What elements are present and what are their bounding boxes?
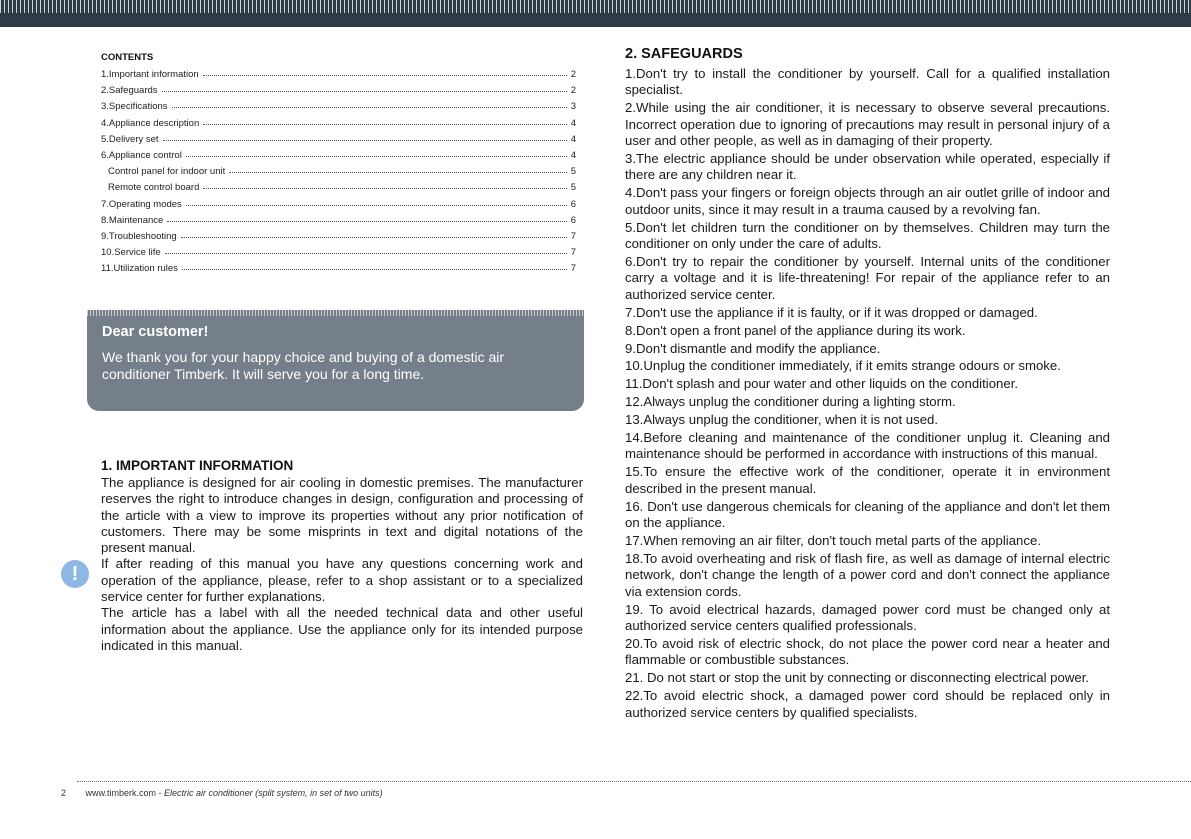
safeguard-item: 12.Always unplug the conditioner during a lighting storm. <box>625 394 956 410</box>
toc-item[interactable] <box>101 83 576 99</box>
toc-leader-dots <box>186 196 567 206</box>
toc-list <box>101 67 576 277</box>
toc-item[interactable] <box>101 99 576 115</box>
safeguard-item: 15.To ensure the effective work of the conditioner, operate it in environment described in the present manual. <box>625 464 1110 496</box>
safeguard-item: 5.Don't let children turn the conditioner on by themselves. Children may turn the conditioner on only under the care of adults. <box>625 219 1110 252</box>
safeguard-item: 8.Don't open a front panel of the appliance during its work. <box>625 322 966 338</box>
toc-item-label: 11.Utilization rules <box>101 263 178 275</box>
toc-item[interactable] <box>101 245 576 261</box>
footer-divider <box>77 781 1191 782</box>
toc-leader-dots <box>163 131 567 141</box>
safeguard-item: 21. Do not start or stop the unit by connecting or disconnecting electrical power. <box>625 670 1090 686</box>
safeguard-item: 9.Don't dismantle and modify the appliance. <box>625 340 881 356</box>
safeguard-item: 14.Before cleaning and maintenance of the conditioner unplug it. Cleaning and maintenance should be performed in accordance with instructions of this manual. <box>625 430 1110 462</box>
safeguard-item: 1.Don't try to install the conditioner by yourself. Call for a qualified installation specialist. <box>625 66 1110 98</box>
safeguard-item: 20.To avoid risk of electric shock, do not place the power cord near a heater and flammable or combustible substances. <box>625 635 1110 668</box>
toc-item-label: Remote control board <box>108 182 200 194</box>
toc-item[interactable] <box>101 67 576 83</box>
table-of-contents <box>101 52 576 277</box>
safeguard-item: 4.Don't pass your fingers or foreign objects through an air outlet grille of indoor and outdoor units, since it may result in a trauma caused by a revolving fan. <box>625 185 1110 217</box>
toc-item[interactable] <box>101 148 576 164</box>
toc-item[interactable] <box>101 197 576 213</box>
toc-item-page: 7 <box>570 247 576 259</box>
toc-leader-dots <box>165 244 567 254</box>
safeguards-section <box>625 46 1110 722</box>
important-paragraph: The article has a label with all the needed technical data and other useful information about the appliance. Use the appliance only for its intended purpose indicated in this manual. <box>101 605 583 653</box>
safeguard-item: 22.To avoid electric shock, a damaged power cord should be replaced only in authorized service centers by qualified specialists. <box>625 688 1110 720</box>
toc-item-label: 4.Appliance description <box>101 117 200 129</box>
toc-leader-dots <box>203 66 567 76</box>
toc-item-page: 5 <box>570 182 576 194</box>
top-banner <box>0 0 1191 27</box>
toc-item[interactable] <box>101 164 576 180</box>
toc-leader-dots <box>181 228 567 238</box>
toc-item-page: 4 <box>570 149 576 161</box>
toc-leader-dots <box>203 179 566 189</box>
banner-edge <box>0 13 1191 27</box>
important-information-title: 1. IMPORTANT INFORMATION <box>101 458 294 473</box>
toc-leader-dots <box>167 212 566 222</box>
toc-leader-dots <box>182 260 567 270</box>
toc-item-label: 2.Safeguards <box>101 85 158 97</box>
toc-item[interactable] <box>101 180 576 196</box>
safeguard-item: 13.Always unplug the conditioner, when it is not used. <box>625 412 939 428</box>
toc-item-page: 4 <box>570 133 576 145</box>
footer-site-link[interactable]: www.timberk.com <box>85 788 157 798</box>
safeguard-item: 7.Don't use the appliance if it is faulty, or if it was dropped or damaged. <box>625 304 1038 320</box>
toc-leader-dots <box>162 82 567 92</box>
toc-item-page: 6 <box>570 214 576 226</box>
toc-item-label: Control panel for indoor unit <box>108 166 226 178</box>
dear-customer-text: We thank you for your happy choice and buying of a domestic air conditioner Timberk. It will serve you for a long time. <box>102 349 505 382</box>
toc-item[interactable] <box>101 116 576 132</box>
toc-item-page: 2 <box>570 85 576 97</box>
toc-leader-dots <box>229 163 566 173</box>
toc-item[interactable] <box>101 213 576 229</box>
page-footer <box>61 788 383 798</box>
toc-item-label: 6.Appliance control <box>101 149 182 161</box>
safeguard-item: 18.To avoid overheating and risk of flash fire, as well as damage of internal electric network, don't change the length of a power cord and don't connect the appliance via extension cords. <box>625 550 1110 599</box>
safeguard-item: 10.Unplug the conditioner immediately, if it emits strange odours or smoke. <box>625 358 1061 374</box>
dear-customer-box <box>87 310 584 411</box>
toc-item-page: 2 <box>570 69 576 80</box>
important-paragraph: If after reading of this manual you have any questions concerning work and operation of the appliance, please, refer to a shop assistant or to a specialized service center for further explanations. <box>101 556 583 605</box>
toc-item-label: 10.Service life <box>101 247 161 259</box>
toc-leader-dots <box>186 147 567 157</box>
toc-leader-dots <box>203 115 566 125</box>
safeguard-item: 11.Don't splash and pour water and other liquids on the conditioner. <box>625 376 1019 392</box>
toc-item-page: 7 <box>570 230 576 242</box>
safeguard-item: 19. To avoid electrical hazards, damaged power cord must be changed only at authorized service centers qualified professionals. <box>625 601 1110 633</box>
important-paragraph: The appliance is designed for air cooling in domestic premises. The manufacturer reserves the right to introduce changes in design, configuration and processing of the article with a view to improve its properties without any prior notification of customers. There may be some misprints in text and digital notations of the present manual. <box>101 475 583 556</box>
toc-item-page: 7 <box>570 263 576 275</box>
toc-leader-dots <box>172 98 567 108</box>
contents-title: CONTENTS <box>101 52 154 63</box>
safeguard-item: 17.When removing an air filter, don't touch metal parts of the appliance. <box>625 532 1041 548</box>
toc-item-label: 1.Important information <box>101 69 199 80</box>
toc-item[interactable] <box>101 261 576 277</box>
toc-item-label: 3.Specifications <box>101 101 168 113</box>
exclamation-icon: ! <box>61 560 89 588</box>
dear-customer-title: Dear customer! <box>102 324 209 340</box>
safeguard-item: 2.While using the air conditioner, it is necessary to observe several precautions. Incorrect operation due to ignoring of precautions may result in personal injury of a user and other people, as well as in damaging of their property. <box>625 100 1110 149</box>
important-information-section <box>101 458 583 654</box>
toc-item-page: 4 <box>570 117 576 129</box>
toc-item[interactable] <box>101 132 576 148</box>
safeguards-list <box>625 66 1110 721</box>
safeguard-item: 3.The electric appliance should be under observation while operated, especially if there are any children near it. <box>625 151 1110 183</box>
safeguards-title: 2. SAFEGUARDS <box>625 46 743 62</box>
banner-stripes <box>0 0 1191 13</box>
toc-item-label: 8.Maintenance <box>101 214 164 226</box>
toc-item-page: 5 <box>570 166 576 178</box>
toc-item-label: 5.Delivery set <box>101 133 159 145</box>
safeguard-item: 16. Don't use dangerous chemicals for cleaning of the appliance and don't let them on the appliance. <box>625 498 1110 531</box>
dear-box-stripe <box>87 310 584 316</box>
toc-item-page: 3 <box>570 101 576 113</box>
footer-description: Electric air conditioner (split system, in set of two units) <box>164 788 383 798</box>
toc-item-label: 9.Troubleshooting <box>101 230 177 242</box>
safeguard-item: 6.Don't try to repair the conditioner by yourself. Internal units of the conditioner carry a voltage and it is life-threatening! For repair of the appliance refer to an authorized service center. <box>625 253 1110 302</box>
toc-item-page: 6 <box>570 198 576 210</box>
footer-separator: - <box>156 788 165 798</box>
toc-item[interactable] <box>101 229 576 245</box>
page-number: 2 <box>61 788 67 798</box>
toc-item-label: 7.Operating modes <box>101 198 182 210</box>
